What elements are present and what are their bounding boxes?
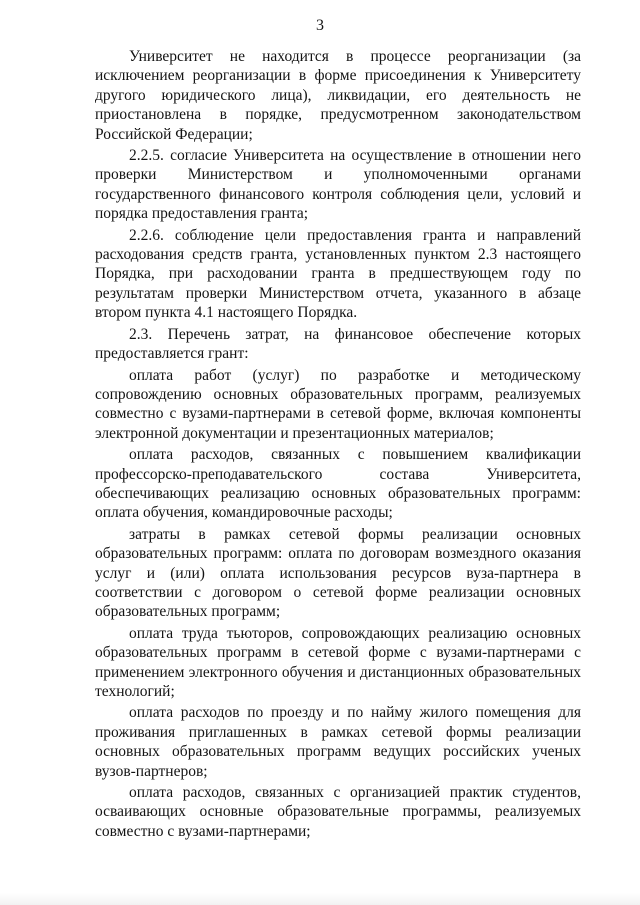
list-item-qualification: оплата расходов, связанных с повышением квалификации профессорско-преподавательского состава Университета, обеспечивающих реализацию основных образовательных программ: оплата обучения, командировочные расходы; <box>95 446 581 522</box>
paragraph-reorganization-status: Университет не находится в процессе реорганизации (за исключением реорганизации в форме присоединения к Университету другого юридического лица), ликвидации, его деятельность не приостановлена в порядке, предусмотренном законодательством Российской Федерации; <box>95 48 581 143</box>
list-item-network-form-costs: затраты в рамках сетевой формы реализации основных образовательных программ: оплата по договорам возмездного оказания услуг и (или) оплата использования ресурсов вуза-партнера в соответствии с договором о сетевой форме реализации основных образовательных программ; <box>95 525 581 621</box>
list-item-program-development: оплата работ (услуг) по разработке и методическому сопровождению основных образовательных программ, реализуемых совместно с вузами-партнерами в сетевой форме, включая компоненты электронной документации и презентационных материалов; <box>95 366 581 442</box>
document-body <box>95 47 581 841</box>
paragraph-2-2-6: 2.2.6. соблюдение цели предоставления гранта и направлений расходования средств гранта, установленных пунктом 2.3 настоящего Порядка, при расходовании гранта в предшествующем году по результатам проверки Министерством отчета, указанного в абзаце втором пункта 4.1 настоящего Порядка. <box>95 226 581 322</box>
list-item-tutors-pay: оплата труда тьюторов, сопровождающих реализацию основных образовательных программ в сетевой форме с вузами-партнерами с применением электронного обучения и дистанционных образовательных технологий; <box>95 624 581 700</box>
scan-bottom-edge <box>0 893 640 905</box>
page-number: 3 <box>316 17 324 34</box>
list-item-travel-housing: оплата расходов по проезду и по найму жилого помещения для проживания приглашенных в рамках сетевой формы реализации основных образовательных программ ведущих российских ученых вузов-партнеров; <box>95 704 581 780</box>
list-item-student-practice: оплата расходов, связанных с организацией практик студентов, осваивающих основные образовательные программы, реализуемых совместно с вузами-партнерами; <box>95 784 581 840</box>
paragraph-2-2-5: 2.2.5. согласие Университета на осуществление в отношении него проверки Министерством и уполномоченными органами государственного финансового контроля соблюдения цели, условий и порядка предоставления гранта; <box>95 147 581 223</box>
paragraph-2-3-heading: 2.3. Перечень затрат, на финансовое обеспечение которых предоставляется грант: <box>95 325 581 363</box>
